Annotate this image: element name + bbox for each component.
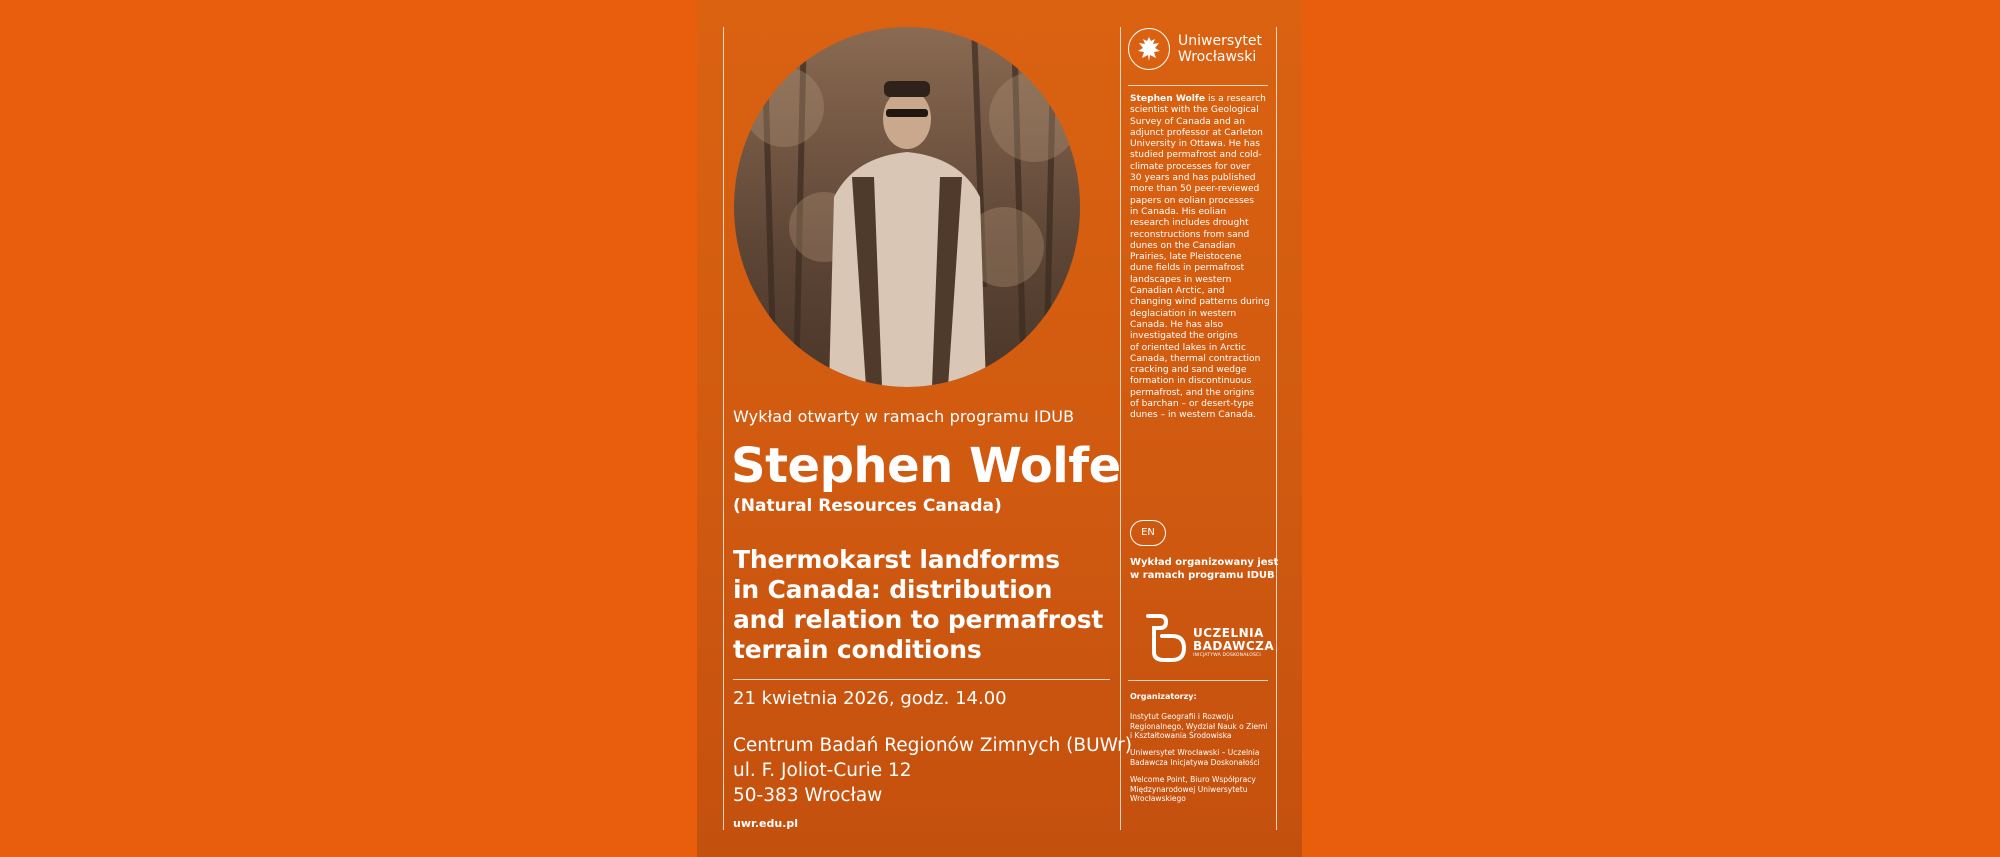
bio-line: Canada, thermal contraction [1130, 353, 1261, 364]
organizer-line: Uniwersytet Wrocławski – Uczelnia [1130, 748, 1260, 757]
bio-line: deglaciation in western [1130, 308, 1237, 319]
title-divider [733, 679, 1110, 680]
organizer-line: Wrocławskiego [1130, 794, 1186, 803]
talk-title-line: Thermokarst landforms [733, 545, 1060, 574]
ub-line1: UCZELNIA [1193, 626, 1264, 640]
speaker-bio [1130, 94, 1270, 422]
ub-line2: BADAWCZA [1193, 639, 1275, 653]
bio-line: permafrost, and the origins [1130, 387, 1255, 398]
university-name [1178, 33, 1262, 65]
bio-line: in Canada. His eolian [1130, 206, 1227, 217]
bio-line: 30 years and has published [1130, 173, 1256, 184]
university-logo [1128, 28, 1268, 72]
bio-line: papers on eolian processes [1130, 195, 1255, 206]
event-subtitle: Wykład otwarty w ramach programu IDUB [733, 407, 1075, 426]
talk-title [733, 545, 1153, 665]
organizers-label: Organizatorzy: [1130, 692, 1197, 701]
speaker-name: Stephen Wolfe [731, 438, 1121, 494]
organizer-line: Badawcza Inicjatywa Doskonałości [1130, 757, 1260, 767]
bio-line: Canada. He has also [1130, 319, 1224, 330]
organizer-line: Regionalnego, Wydział Nauk o Ziemi [1130, 721, 1268, 731]
logo-divider [1128, 85, 1268, 86]
bio-line: studied permafrost and cold- [1130, 150, 1262, 161]
venue-line: 50-383 Wrocław [733, 785, 883, 806]
venue-address [733, 733, 1132, 808]
organizer-line: Instytut Geografii i Rozwoju [1130, 712, 1234, 721]
bio-line: adjunct professor at Carleton [1130, 127, 1263, 138]
bio-line: dunes – in western Canada. [1130, 410, 1256, 421]
left-rule [723, 27, 724, 830]
talk-title-line: in Canada: distribution [733, 575, 1053, 604]
right-rule [1276, 27, 1277, 830]
event-date: 21 kwietnia 2026, godz. 14.00 [733, 688, 1007, 709]
sidebar-divider [1128, 680, 1268, 681]
bio-line: Canadian Arctic, and [1130, 286, 1225, 297]
ub-mark-icon [1142, 612, 1192, 664]
bio-line: research includes drought [1130, 218, 1249, 229]
bio-line: scientist with the Geological [1130, 105, 1259, 116]
bio-line: more than 50 peer-reviewed [1130, 184, 1260, 195]
bio-line: climate processes for over [1130, 161, 1251, 172]
bio-line: dune fields in permafrost [1130, 263, 1245, 274]
organizer-2 [1130, 748, 1260, 767]
bio-line: reconstructions from sand [1130, 229, 1250, 240]
organizer-line: Międzynarodowej Uniwersytetu [1130, 784, 1248, 794]
bio-line: of oriented lakes in Arctic [1130, 342, 1246, 353]
venue-line: Centrum Badań Regionów Zimnych (BUWr) [733, 735, 1132, 756]
website-link[interactable]: uwr.edu.pl [733, 817, 799, 830]
bio-line: changing wind patterns during [1130, 297, 1270, 308]
bio-name: Stephen Wolfe [1130, 94, 1206, 104]
organizer-3 [1130, 775, 1260, 804]
bio-line: dunes on the Canadian [1130, 240, 1236, 251]
bio-first-line: is a research [1205, 94, 1266, 104]
university-name-line1: Uniwersytet [1178, 33, 1262, 49]
program-note [1130, 556, 1278, 582]
ub-line3: INICJATYWA DOSKONAŁOŚCI [1193, 653, 1261, 658]
university-name-line2: Wrocławski [1178, 49, 1257, 65]
bio-line: landscapes in western [1130, 274, 1232, 285]
eagle-seal-icon [1128, 28, 1170, 70]
organizer-1 [1130, 712, 1268, 741]
bio-line: formation in discontinuous [1130, 376, 1252, 387]
middle-rule [1120, 27, 1121, 830]
bio-line: cracking and sand wedge [1130, 365, 1247, 376]
bio-line: Prairies, late Pleistocene [1130, 252, 1242, 263]
bio-line: University in Ottawa. He has [1130, 139, 1260, 150]
organizer-line: i Kształtowania Środowiska [1130, 731, 1232, 740]
bio-line: Survey of Canada and an [1130, 116, 1246, 127]
bio-line: investigated the origins [1130, 331, 1238, 342]
organizer-line: Welcome Point, Biuro Współpracy [1130, 775, 1256, 784]
talk-title-line: and relation to permafrost [733, 605, 1104, 634]
venue-line: ul. F. Joliot-Curie 12 [733, 760, 912, 781]
speaker-affiliation: (Natural Resources Canada) [733, 496, 1002, 516]
program-note-line: w ramach programu IDUB [1130, 570, 1275, 581]
program-note-line: Wykład organizowany jest [1130, 557, 1279, 568]
bio-line: of barchan – or desert-type [1130, 399, 1254, 410]
speaker-photo [734, 27, 1080, 387]
talk-title-line: terrain conditions [733, 635, 982, 664]
ub-wordmark [1193, 627, 1274, 659]
language-badge: EN [1130, 520, 1166, 546]
